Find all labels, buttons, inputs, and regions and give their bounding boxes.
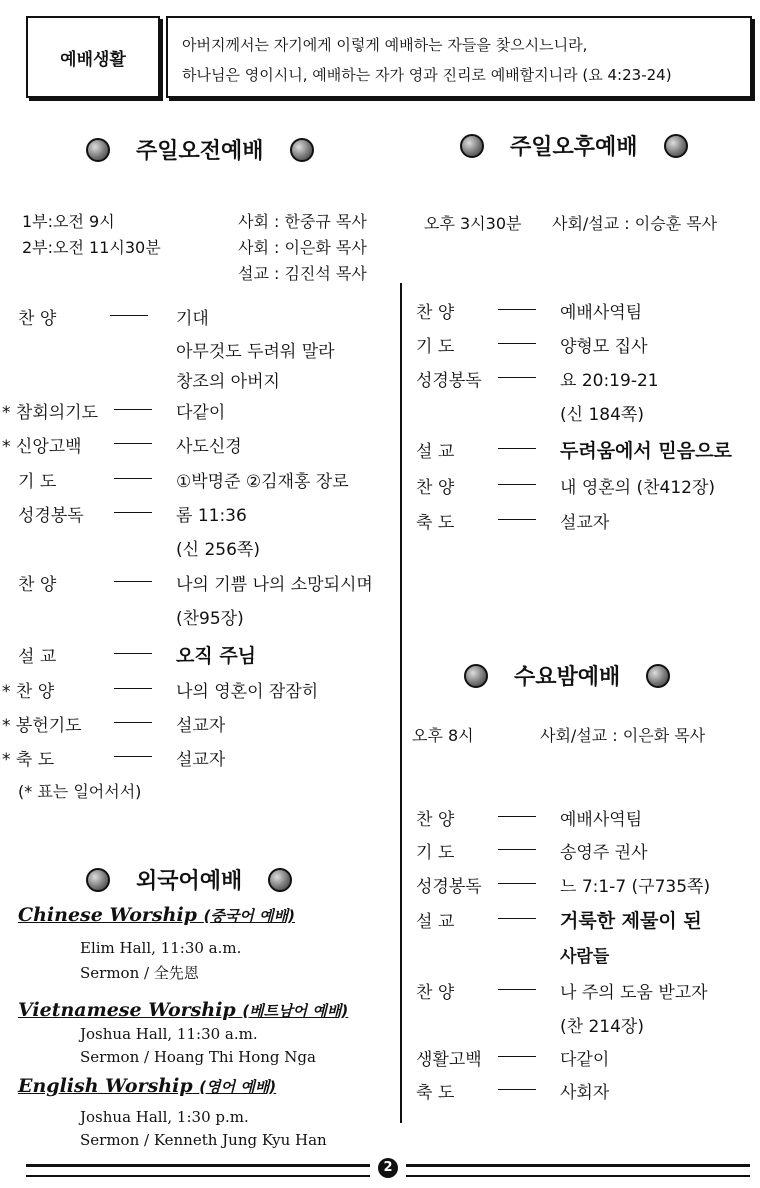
dash-line	[114, 443, 152, 444]
english-worship-sermon: Sermon / Kenneth Jung Kyu Han	[80, 1131, 327, 1149]
dash-line	[114, 722, 152, 723]
morning-preacher: 설교 : 김진석 목사	[238, 264, 367, 283]
footer-rule-right	[406, 1164, 750, 1177]
wednesday-hymn-no: (찬 214장)	[560, 1017, 644, 1037]
foreign-title-text: 외국어예배	[136, 869, 243, 894]
afternoon-scripture-page: (신 184쪽)	[560, 405, 644, 425]
afternoon-sermon-title: 두려움에서 믿음으로	[560, 440, 732, 462]
afternoon-title-text: 주일오후예배	[510, 135, 638, 160]
morning-title-text: 주일오전예배	[136, 139, 264, 164]
vietnamese-worship-title: Vietnamese Worship (베트남어 예배)	[18, 999, 349, 1021]
bullet-dot-icon	[646, 664, 670, 688]
morning-praise-extra-2: 창조의 아버지	[176, 372, 280, 392]
wednesday-title	[464, 660, 670, 691]
afternoon-time: 오후 3시30분	[424, 214, 522, 233]
dash-line	[114, 478, 152, 479]
page-footer	[26, 1160, 750, 1175]
verse-line-2: 하나님은 영이시니, 예배하는 자가 영과 진리로 예배할지니라 (요 4:23-24)	[182, 66, 672, 84]
bullet-dot-icon	[268, 868, 292, 892]
standing-note: (* 표는 일어서서)	[18, 782, 142, 801]
morning-time-1: 1부:오전 9시	[22, 212, 115, 231]
bullet-dot-icon	[86, 138, 110, 162]
dash-line	[114, 581, 152, 582]
wednesday-time: 오후 8시	[412, 726, 474, 745]
page-number: 2	[378, 1158, 398, 1178]
afternoon-leader: 사회/설교 : 이승훈 목사	[552, 214, 718, 233]
afternoon-title	[460, 130, 688, 161]
english-worship-title: English Worship (영어 예배)	[18, 1075, 277, 1097]
dash-line	[114, 409, 152, 410]
bullet-dot-icon	[290, 138, 314, 162]
morning-praise-extra-1: 아무것도 두려워 말라	[176, 342, 335, 362]
verse-box	[166, 16, 752, 98]
foreign-title	[86, 864, 292, 895]
vietnamese-worship-sermon: Sermon / Hoang Thi Hong Nga	[80, 1048, 316, 1066]
bullet-dot-icon	[664, 134, 688, 158]
chinese-worship-sermon: Sermon / 全先恩	[80, 964, 199, 982]
column-divider	[400, 283, 402, 1123]
morning-leader-1: 사회 : 한중규 목사	[238, 212, 367, 231]
dash-line	[114, 688, 152, 689]
dash-line	[114, 512, 152, 513]
dash-line	[110, 315, 148, 316]
bullet-dot-icon	[460, 134, 484, 158]
bullet-dot-icon	[86, 868, 110, 892]
morning-title	[86, 134, 314, 165]
dash-line	[114, 653, 152, 654]
wednesday-sermon-title-2: 사람들	[560, 947, 610, 967]
wednesday-title-text: 수요밤예배	[514, 665, 621, 690]
chinese-worship-title: Chinese Worship (중국어 예배)	[18, 904, 295, 926]
footer-rule-left	[26, 1164, 370, 1177]
bullet-dot-icon	[464, 664, 488, 688]
section-tag: 예배생활	[26, 16, 160, 98]
verse-line-1: 아버지께서는 자기에게 이렇게 예배하는 자들을 찾으시느니라,	[182, 36, 588, 54]
morning-time-2: 2부:오전 11시30분	[22, 238, 161, 257]
morning-hymn-no: (찬95장)	[176, 609, 244, 629]
wednesday-sermon-title: 거룩한 제물이 된	[560, 910, 702, 932]
chinese-worship-place: Elim Hall, 11:30 a.m.	[80, 939, 242, 957]
morning-scripture-page: (신 256쪽)	[176, 540, 260, 560]
dash-line	[114, 756, 152, 757]
morning-sermon-title: 오직 주님	[176, 645, 257, 667]
morning-leader-2: 사회 : 이은화 목사	[238, 238, 367, 257]
english-worship-place: Joshua Hall, 1:30 p.m.	[80, 1108, 249, 1126]
wednesday-leader: 사회/설교 : 이은화 목사	[540, 726, 706, 745]
vietnamese-worship-place: Joshua Hall, 11:30 a.m.	[80, 1025, 258, 1043]
